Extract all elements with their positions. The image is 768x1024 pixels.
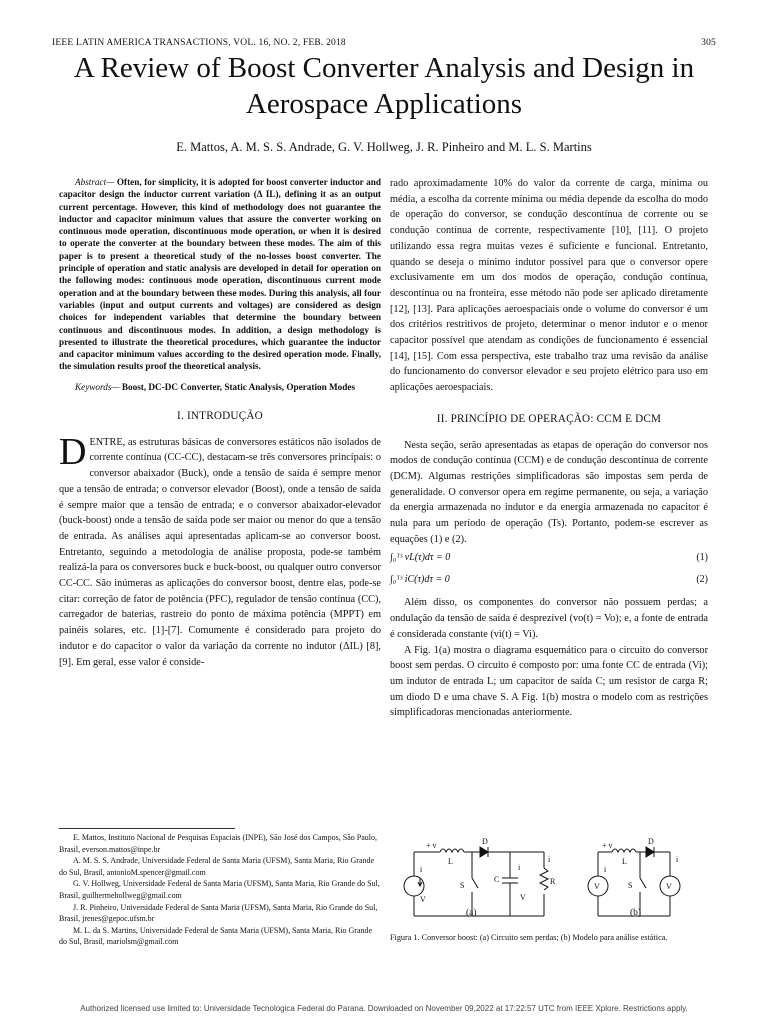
right-column: [390, 176, 708, 721]
figure-label-a: (a): [466, 908, 477, 918]
label-a-il: i: [420, 865, 423, 874]
figure-1: [398, 837, 710, 926]
label-a-vl: + v: [426, 841, 437, 850]
diode-a: [480, 847, 488, 857]
label-b-Vi: V: [594, 882, 600, 891]
label-a-S: S: [460, 881, 465, 890]
label-b-il: i: [604, 865, 607, 874]
drop-cap: D: [59, 430, 87, 473]
label-b-D: D: [648, 837, 654, 846]
page-number: 305: [701, 38, 716, 48]
footnote-rule: [59, 828, 235, 829]
title-line-2: Aerospace Applications: [245, 88, 523, 120]
label-a-R: R: [550, 877, 556, 886]
inductor-a: [440, 849, 464, 852]
footnote: J. R. Pinheiro, Universidade Federal de Santa Maria (UFSM), Santa Maria, Rio Grande do Sul, Brasil, jrenes@gepoc.ufsm.br: [59, 902, 378, 924]
label-b-vl: + v: [602, 841, 613, 850]
paper-title: [40, 50, 728, 122]
author-list: E. Mattos, A. M. S. S. Andrade, G. V. Hollweg, J. R. Pinheiro and M. L. S. Martins: [176, 140, 592, 154]
figure-label-b: (b): [630, 908, 642, 918]
label-a-ic: i: [518, 863, 521, 872]
label-b-S: S: [628, 881, 633, 890]
keywords: [59, 381, 381, 393]
circuit-a: [404, 847, 548, 916]
diode-b: [646, 847, 654, 857]
footnote: A. M. S. S. Andrade, Universidade Federal de Santa Maria (UFSM), Santa Maria, Rio Grande do Sul, Brasil, antonioM.spencer@gmail.com: [59, 856, 375, 877]
label-b-Vo: V: [666, 882, 672, 891]
section-heading-introduction: I. INTRODUÇÃO: [177, 410, 263, 423]
label-a-C: C: [494, 875, 500, 884]
keywords-text: Boost, DC-DC Converter, Static Analysis, Operation Modes: [121, 381, 356, 392]
author-footnotes: [59, 828, 381, 948]
label-a-Vi: V: [420, 895, 426, 904]
equation-2: [390, 569, 708, 591]
footnote: M. L. da S. Martins, Universidade Federal de Santa Maria (UFSM), Santa Maria, Rio Grande do Sul, Brasil, mariolsm@gmail.com: [59, 925, 373, 947]
abstract-label: Abstract—: [75, 177, 115, 187]
input-source-a: [404, 876, 424, 896]
section2-paragraph-3: A Fig. 1(a) mostra o diagrama esquemático para o circuito do conversor boost sem perdas. O circuito é composto por: uma fonte CC de entrada (Vi); um indutor de entrada L; um capacitor de saída C; um resistor de carga R; um diodo D e uma chave S. A Fig. 1(b) mostra o modelo com as restrições simplificadoras mencionadas anteriormente.: [390, 644, 708, 719]
label-a-io: i: [548, 855, 551, 864]
equation-2-number: (2): [696, 574, 708, 586]
continued-paragraph: rado aproximadamente 10% do valor da corrente de carga, mínima ou média, a escolha da corrente mínima ou média depende da escolha do modo de operação do conversor, se condução descontínua de corrente ou se condução contínua de corrente, respectivamente [10], [11]. O projeto utilizando essa regra muitas vezes é suficiente e funcional. Entretanto, quando se deseja o mínimo indutor possível para que o conversor opere exclusivamente em um dos modos de operação, condução contínua, descontínua ou na fronteira, esse método não pode ser aplicado diretamente [12], [13]. Para aplicações aeroespaciais onde o volume do conversor é um dos critérios restritivos de projeto, determinar o menor indutor e o menor capacitor possível que atendam as condições de funcionamento é essencial [14], [15]. Com essa perspectiva, este trabalho traz uma revisão da análise do funcionamento do conversor elevador e seu projeto elétrico para uso em aplicações aeroespaciais.: [390, 178, 708, 394]
title-line-1: A Review of Boost Converter Analysis and Design in: [73, 52, 695, 84]
label-a-Vo: V: [520, 893, 526, 902]
equation-2-expr: ∫₀ᵀˢ iC(τ)dτ = 0: [390, 574, 450, 586]
abstract-text: Often, for simplicity, it is adopted for boost converter inductor and capacitor design the inductor current variation (Δ IL), defining it as an output current percentage. However, this kind of methodology does not guarantee the inductor and capacitor minimum values that assure the converter working on continuous mode operation, discontinuous mode operation, or when it is desired to operate the converter at the boundary between these modes. The aim of this paper is to present a theoretical study of the no-losses boost converter. The principle of operation and static analysis are developed in detail for operation on the following modes: continuous mode operation, discontinuous current mode operation and at the boundary between these modes. During this analysis, all four variables (input and output currents and voltages) are considered as design choices for independent variables that determine the boundary between continuous and discontinuous modes. In addition, a design methodology is presented to illustrate the theoretical procedures, which guarantee the inductor and capacitor minimum values according to the desired operation mode. Finally, the simulation results proof the theoretical analysis.: [59, 177, 381, 372]
intro-paragraph: [59, 430, 381, 671]
label-b-L: L: [622, 857, 627, 866]
inductor-b: [612, 849, 636, 852]
figure-caption: Figura 1. Conversor boost: (a) Circuito sem perdas; (b) Modelo para análise estática.: [390, 933, 668, 942]
left-column: [59, 176, 381, 670]
ieee-license-footer: Authorized licensed use limited to: Universidade Tecnologica Federal do Parana. Downloaded on November 09,2022 at 17:22:57 UTC from IEEE Xplore. Restrictions apply.: [80, 1004, 688, 1013]
label-b-io: i: [676, 855, 679, 864]
journal-name: IEEE LATIN AMERICA TRANSACTIONS, VOL. 16, NO. 2, FEB. 2018: [52, 38, 346, 48]
equation-1: [390, 547, 708, 569]
label-a-D: D: [482, 837, 488, 846]
label-a-L: L: [448, 857, 453, 866]
abstract: [59, 176, 381, 373]
resistor-a: [540, 868, 548, 890]
switch-a: [472, 878, 478, 888]
equation-1-number: (1): [696, 552, 708, 564]
switch-b: [640, 878, 646, 888]
section2-paragraph-1: Nesta seção, serão apresentadas as etapas de operação do conversor nos modos de condução contínua (CCM) e de condução descontínua de corrente (DCM). Algumas restrições simplificadoras são impostas sem perda de generalidade. O conversor opera em regime permanente, ou seja, a variação da energia armazenada no indutor e da energia armazenada no capacitor é nula para um período de operação (Ts). Portanto, podem-se escrever as equações (1) e (2).: [390, 439, 708, 545]
keywords-label: Keywords—: [75, 381, 120, 392]
equation-1-expr: ∫₀ᵀˢ vL(τ)dτ = 0: [390, 552, 451, 564]
section2-paragraph-2: Além disso, os componentes do conversor não possuem perdas; a ondulação da tensão de saída é desprezível (vo(t) = Vo); e, a fonte de entrada é considerada constante (vi(t) = Vi).: [390, 597, 708, 640]
footnote: G. V. Hollweg, Universidade Federal de Santa Maria (UFSM), Santa Maria, Rio Grande do Sul, Brasil, guilhermehollweg@gmail.com: [59, 879, 380, 900]
section-heading-operation: II. PRINCÍPIO DE OPERAÇÃO: CCM E DCM: [436, 412, 662, 425]
boost-converter-schematics: [398, 837, 710, 926]
intro-text: ENTRE, as estruturas básicas de conversores estáticos não isolados de corrente contínua (CC-CC), destacam-se três conversores principais: o conversor abaixador (Buck), onde a tensão de saída é sempre menor que a tensão de entrada; o conversor elevador (Boost), onde a tensão de saída é sempre maior que a tensão de entrada; e o conversor abaixador-elevador (buck-boost) onde a tensão de saída pode ser maior ou menor do que a tensão de entrada. As análises aqui apresentadas aplicam-se ao conversor boost. Entretanto, seguindo a metodologia de análise proposta, pode-se também realizá-la para os conversores buck e buck-boost, ou qualquer outro conversor CC-CC. São inúmeras as aplicações do conversor boost, dentre elas, pode-se citar: correção de fator de potência (PFC), regulador de tensão contínua (CC), carregador de baterias, rastreio do ponto de máxima potência (MPPT) em painéis solares, etc. [1]-[7]. Comumente é considerado para projeto do indutor e do capacitor o valor da variação da corrente no indutor (ΔIL) [8], [9]. Em geral, esse valor é conside-: [59, 436, 381, 668]
footnote: E. Mattos, Instituto Nacional de Pesquisas Espaciais (INPE), São José dos Campos, São Paulo, Brasil, everson.mattos@inpe.br: [59, 833, 377, 854]
